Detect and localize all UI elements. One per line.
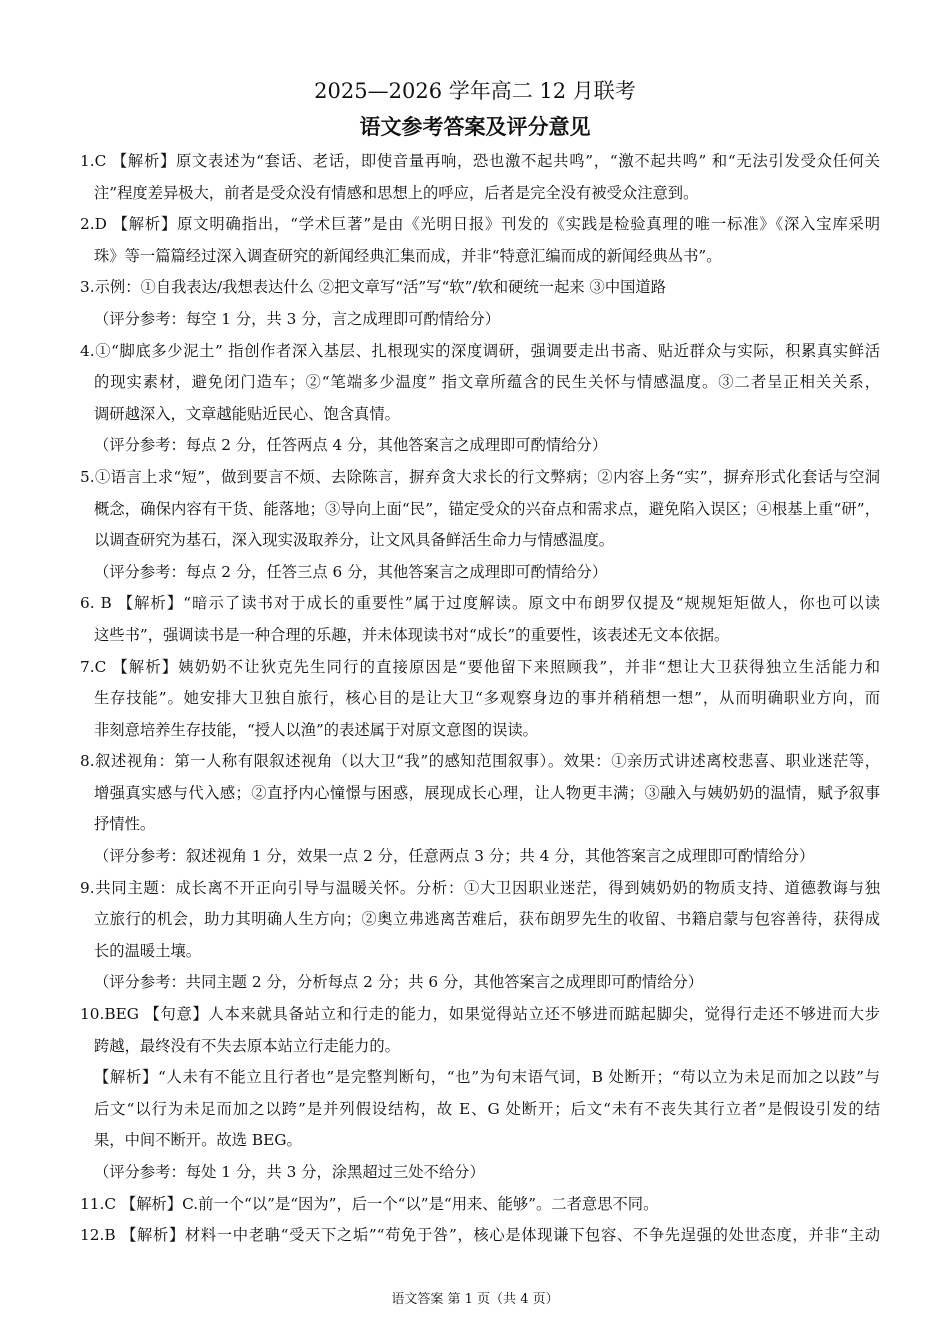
scoring-note: （评分参考：每空 1 分，共 3 分，言之成理即可酌情给分） — [94, 309, 501, 328]
text-line: 这些书”，强调读书是一种合理的乐趣，并未体现读书对“成长”的重要性，该表述无文本依据。 — [94, 625, 730, 644]
scoring-note: （评分参考：每点 2 分，任答两点 4 分，其他答案言之成理即可酌情给分） — [94, 436, 608, 455]
text-line: 【解析】“人未有不能立且行者也”是完整判断句，“也”为句末语气词，B 处断开；“苟以立为未足而加之以跂”与 — [94, 1068, 880, 1087]
text-line: 11.C 【解析】C.前一个“以”是“因为”，后一个“以”是“用来、能够”。二者意思不同。 — [80, 1194, 659, 1213]
scoring-note: （评分参考：每处 1 分，共 3 分，涂黑超过三处不给分） — [94, 1163, 485, 1181]
text-line: 以调查研究为基石，深入现实汲取养分，让文风具备鲜活生命力与情感温度。 — [94, 531, 615, 550]
text-line: 8.叙述视角：第一人称有限叙述视角（以大卫“我”的感知范围叙事）。效果：①亲历式讲述离校悲喜、职业迷茫等， — [80, 752, 880, 771]
text-line: 抒情性。 — [94, 815, 156, 834]
text-line: 调研越深入，文章越能贴近民心、饱含真情。 — [94, 404, 400, 423]
text-line: 12.B 【解析】材料一中老聃“受天下之垢”“苟免于咎”，核心是体现谦下包容、不争先逞强的处世态度，并非“主动 — [80, 1226, 880, 1245]
text-line: 后文“以行为未足而加之以跨”是并列假设结构，故 E、G 处断开；后文“未有不丧失其行立者”是假设引发的结 — [94, 1099, 880, 1118]
text-line: 注”程度差异极大，前者是受众没有情感和思想上的呼应，后者是完全没有被受众注意到。 — [94, 183, 699, 202]
scoring-note: （评分参考：每点 2 分，任答三点 6 分，其他答案言之成理即可酌情给分） — [94, 562, 608, 581]
text-line: 立旅行的机会，助力其明确人生方向；②奥立弗逃离苦难后，获布朗罗先生的收留、书籍启蒙与包容善待，获得成 — [94, 910, 880, 929]
text-line: 5.①语言上求“短”，做到要言不烦、去除陈言，摒弃贪大求长的行文弊病；②内容上务“实”，摒弃形式化套话与空洞 — [80, 467, 880, 486]
answer-body — [80, 146, 880, 1252]
text-line: 非刻意培养生存技能，“授人以渔”的表述属于对原文意图的误读。 — [94, 720, 538, 739]
text-line: 3.示例：①自我表达/我想表达什么 ②把文章写“活”写“软”/软和硬统一起来 ③中国道路 — [80, 278, 667, 297]
text-line: 10.BEG 【句意】人本来就具备站立和行走的能力，如果觉得站立还不够进而踮起脚尖，觉得行走还不够进而大步 — [80, 1005, 880, 1024]
text-line: 的现实素材，避免闭门造车；②“笔端多少温度” 指文章所蕴含的民生关怀与情感温度。③二者呈正相关关系， — [94, 373, 880, 392]
text-line: 概念，确保内容有干货、能落地；③导向上面“民”，锚定受众的兴奋点和需求点，避免陷入误区；④根基上重“研”， — [94, 499, 880, 518]
answer-subtitle: 语文参考答案及评分意见 — [359, 114, 591, 139]
text-line: 珠》等一篇篇经过深入调查研究的新闻经典汇集而成，并非“特意汇编而成的新闻经典丛书”。 — [94, 246, 722, 265]
text-line: 9.共同主题：成长离不开正向引导与温暖关怀。分析：①大卫因职业迷茫，得到姨奶奶的物质支持、道德教诲与独 — [80, 878, 880, 897]
text-line: 增强真实感与代入感；②直抒内心憧憬与困惑，展现成长心理，让人物更丰满；③融入与姨奶奶的温情，赋予叙事 — [94, 783, 880, 802]
text-line: 1.C 【解析】原文表述为“套话、老话，即使音量再响，恐也激不起共鸣”，“激不起共鸣” 和“无法引发受众任何关 — [80, 152, 880, 170]
scoring-note: （评分参考：叙述视角 1 分，效果一点 2 分，任意两点 3 分；共 4 分，其他答案言之成理即可酌情给分） — [94, 847, 815, 866]
page-footer: 语文答案 第 1 页（共 4 页） — [391, 1292, 559, 1307]
exam-title: 2025—2026 学年高二 12 月联考 — [314, 79, 636, 103]
text-line: 跨越，最终没有不失去原本站立行走能力的。 — [94, 1036, 400, 1055]
text-line: 7.C 【解析】姨奶奶不让狄克先生同行的直接原因是“要他留下来照顾我”，并非“想让大卫获得独立生活能力和 — [80, 657, 880, 676]
text-line: 生存技能”。她安排大卫独自旅行，核心目的是让大卫“多观察身边的事并稍稍想一想”，从而明确职业方向，而 — [94, 689, 880, 708]
text-line: 长的温暖土壤。 — [94, 941, 202, 960]
text-line: 4.①“脚底多少泥土” 指创作者深入基层、扎根现实的深度调研，强调要走出书斋、贴近群众与实际，积累真实鲜活 — [80, 341, 880, 360]
text-line: 6. B 【解析】“暗示了读书对于成长的重要性”属于过度解读。原文中布朗罗仅提及“规规矩矩做人，你也可以读 — [80, 594, 880, 613]
text-line: 2.D 【解析】原文明确指出，“学术巨著”是由《光明日报》刊发的《实践是检验真理的唯一标准》《深入宝库采明 — [80, 215, 880, 234]
scoring-note: （评分参考：共同主题 2 分，分析每点 2 分；共 6 分，其他答案言之成理即可酌情给分） — [94, 973, 704, 992]
text-line: 果，中间不断开。故选 BEG。 — [94, 1131, 302, 1150]
